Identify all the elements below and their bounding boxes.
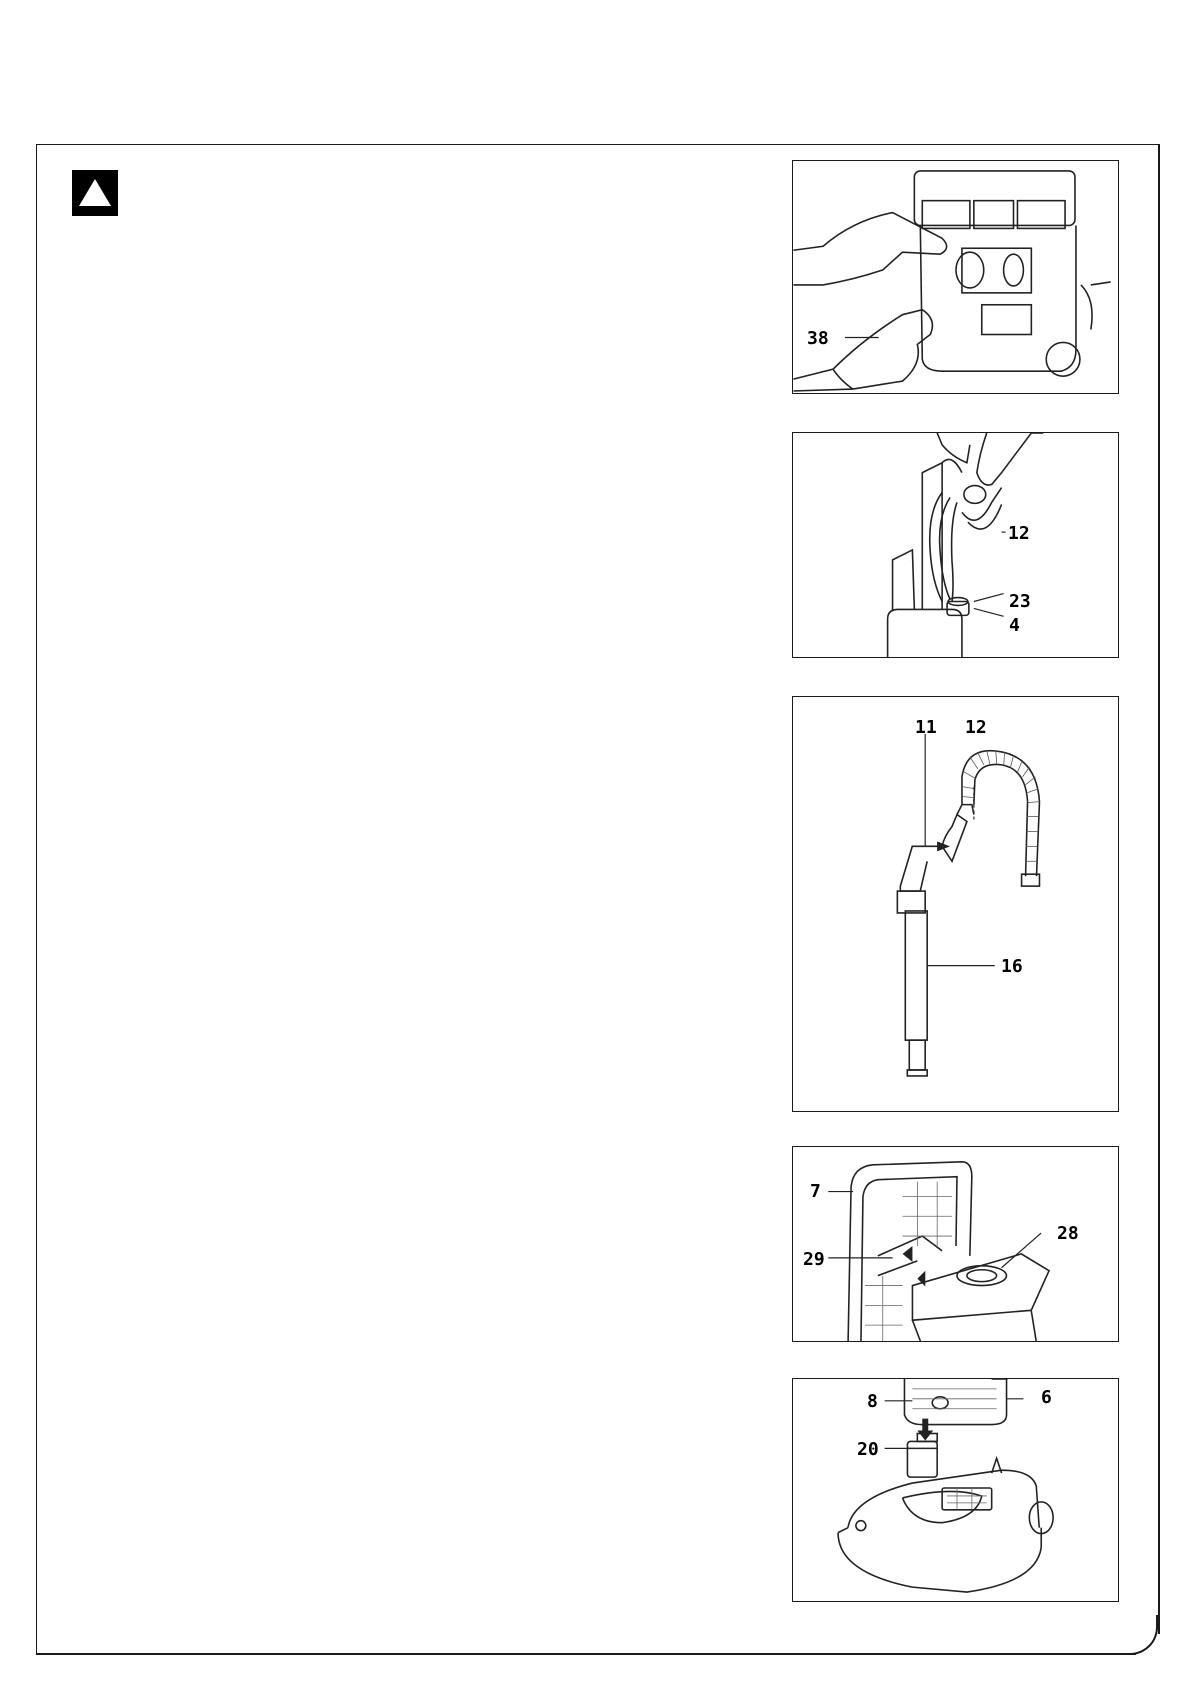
callout-11: 11	[915, 717, 937, 738]
callout-4: 4	[1009, 615, 1020, 636]
hose-connection-illustration	[793, 433, 1118, 657]
figure-nozzle-underside	[792, 160, 1119, 394]
callout-12: 12	[1008, 523, 1030, 544]
callout-29: 29	[803, 1249, 825, 1270]
figure-hose-connection	[792, 432, 1119, 658]
handle-hose-tube-illustration	[793, 697, 1118, 1111]
figure-bag-compartment	[792, 1146, 1119, 1342]
callout-7: 7	[810, 1181, 821, 1202]
figure-handle-hose-tube	[792, 696, 1119, 1112]
warning-triangle-icon	[72, 170, 118, 216]
page-frame-right	[1158, 144, 1160, 1634]
base-unit-illustration	[793, 1379, 1118, 1601]
callout-20: 20	[857, 1439, 879, 1460]
bag-compartment-illustration	[793, 1147, 1118, 1341]
callout-28: 28	[1057, 1223, 1079, 1244]
page-frame-bottom	[36, 1653, 1136, 1655]
callout-38: 38	[807, 328, 829, 349]
callout-23: 23	[1009, 591, 1031, 612]
callout-8: 8	[867, 1391, 878, 1412]
nozzle-underside-illustration	[793, 161, 1118, 393]
figure-base-unit	[792, 1378, 1119, 1602]
callout-16: 16	[1001, 956, 1023, 977]
callout-6: 6	[1041, 1387, 1052, 1408]
callout-12: 12	[965, 717, 987, 738]
